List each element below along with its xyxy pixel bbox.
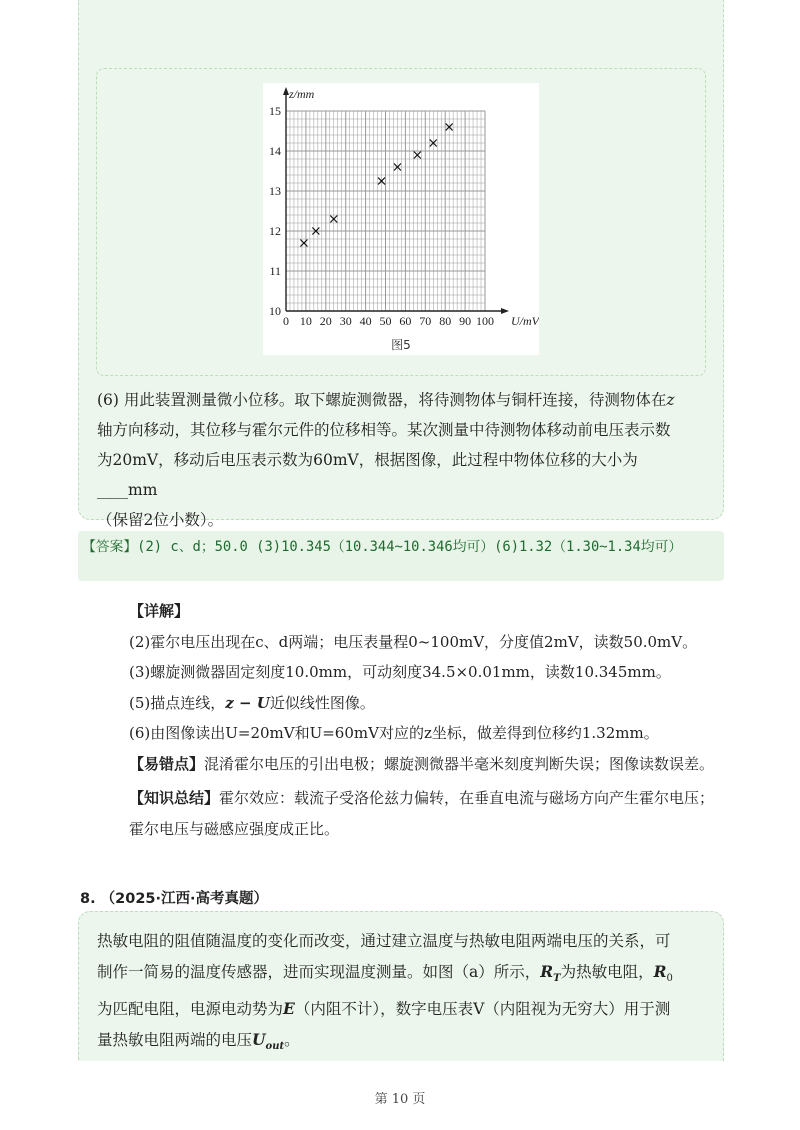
q8-line2b: 为热敏电阻， — [560, 962, 654, 981]
q6-line3: 为20mV，移动后电压表示数为60mV，根据图像，此过程中物体位移的大小为____mm — [97, 451, 638, 499]
math-sub-0: 0 — [666, 972, 673, 984]
y-tick-label: 12 — [269, 224, 281, 238]
math-R0: R — [653, 961, 667, 981]
q6-line2: 轴方向移动，其位移与霍尔元件的位移相等。某次测量中待测物体移动前电压表示数 — [97, 421, 671, 439]
x-tick-label: 20 — [319, 314, 332, 328]
y-axis-label: z/mm — [289, 87, 315, 101]
figure-caption: 图5 — [391, 338, 411, 352]
x-axis-label: U/mV — [511, 314, 539, 328]
y-tick-label: 14 — [269, 144, 281, 158]
q8-line4b: 。 — [284, 1030, 300, 1049]
y-tick-label: 10 — [269, 304, 281, 318]
x-tick-label: 100 — [476, 314, 494, 328]
error-points — [97, 749, 717, 780]
var-z: z — [666, 391, 675, 409]
x-tick-label: 80 — [439, 314, 452, 328]
x-tick-label: 60 — [399, 314, 412, 328]
explain-item-5 — [97, 688, 717, 719]
x-tick-label: 50 — [379, 314, 392, 328]
q8-line3a: 为匹配电阻，电源电动势为 — [97, 1000, 284, 1019]
y-tick-label: 11 — [269, 264, 281, 278]
explain-item-6: (6)由图像读出U=20mV和U=60mV对应的z坐标，做差得到位移约1.32mm。 — [129, 724, 659, 742]
explain-item-2: (2)霍尔电压出现在c、d两端；电压表量程0~100mV，分度值2mV，读数50.0mV。 — [129, 632, 698, 651]
math-E: E — [283, 999, 295, 1019]
x-axis-arrow — [501, 308, 509, 314]
x-tick-label: 90 — [459, 314, 472, 328]
q8-line1: 热敏电阻的阻值随温度的变化而改变，通过建立温度与热敏电阻两端电压的关系，可 — [97, 932, 671, 950]
figure-5 — [263, 83, 539, 355]
explain-heading: 【详解】 — [129, 602, 190, 620]
x-tick-label: 0 — [283, 314, 289, 328]
question-8-text — [97, 926, 709, 1062]
knowledge-summary — [97, 783, 717, 844]
math-U: U — [252, 1029, 266, 1049]
q6-line4: （保留2位小数）。 — [97, 511, 224, 529]
q6-line1: (6) 用此装置测量微小位移。取下螺旋测微器，将待测物体与铜杆连接，待测物体在 — [97, 391, 667, 409]
q8-line2a: 制作一简易的温度传感器，进而实现温度测量。如图（a）所示， — [97, 962, 541, 981]
question-6 — [97, 385, 697, 535]
explanation — [97, 596, 717, 844]
question-8-heading: 8. （2025·江西·高考真题） — [80, 891, 269, 907]
math-sub-T: T — [553, 972, 561, 984]
y-tick-label: 15 — [269, 104, 281, 118]
item5-pre: (5)描点连线， — [129, 693, 226, 712]
summary-text: 霍尔效应：载流子受洛伦兹力偏转，在垂直电流与磁场方向产生霍尔电压；霍尔电压与磁感应强度成正比。 — [129, 789, 715, 838]
x-tick-label: 10 — [299, 314, 312, 328]
y-tick-label: 13 — [269, 184, 281, 198]
x-tick-label: 70 — [419, 314, 432, 328]
q8-line4a: 量热敏电阻两端的电压 — [97, 1030, 253, 1049]
q8-line3b: （内阻不计），数字电压表V（内阻视为无穷大）用于测 — [294, 1000, 671, 1019]
summary-label: 【知识总结】 — [129, 789, 220, 807]
error-label: 【易错点】 — [129, 754, 205, 773]
answer-bar — [78, 531, 724, 581]
scatter-chart — [263, 83, 539, 355]
x-tick-label: 40 — [359, 314, 372, 328]
math-sub-out: out — [265, 1040, 285, 1052]
item5-math: z − U — [225, 693, 270, 712]
answer-text: 【答案】(2) c、d；50.0 (3)10.345（10.344~10.346均可）(6)1.32（1.30~1.34均可） — [82, 539, 683, 555]
x-tick-label: 30 — [339, 314, 352, 328]
item5-post: 近似线性图像。 — [269, 693, 375, 712]
error-text: 混淆霍尔电压的引出电极；螺旋测微器半毫米刻度判断失误；图像读数误差。 — [204, 754, 715, 773]
math-R: R — [540, 961, 554, 981]
page-number: 第 10 页 — [374, 1092, 426, 1107]
explain-item-3: (3)螺旋测微器固定刻度10.0mm，可动刻度34.5×0.01mm，读数10.345mm。 — [129, 663, 671, 681]
